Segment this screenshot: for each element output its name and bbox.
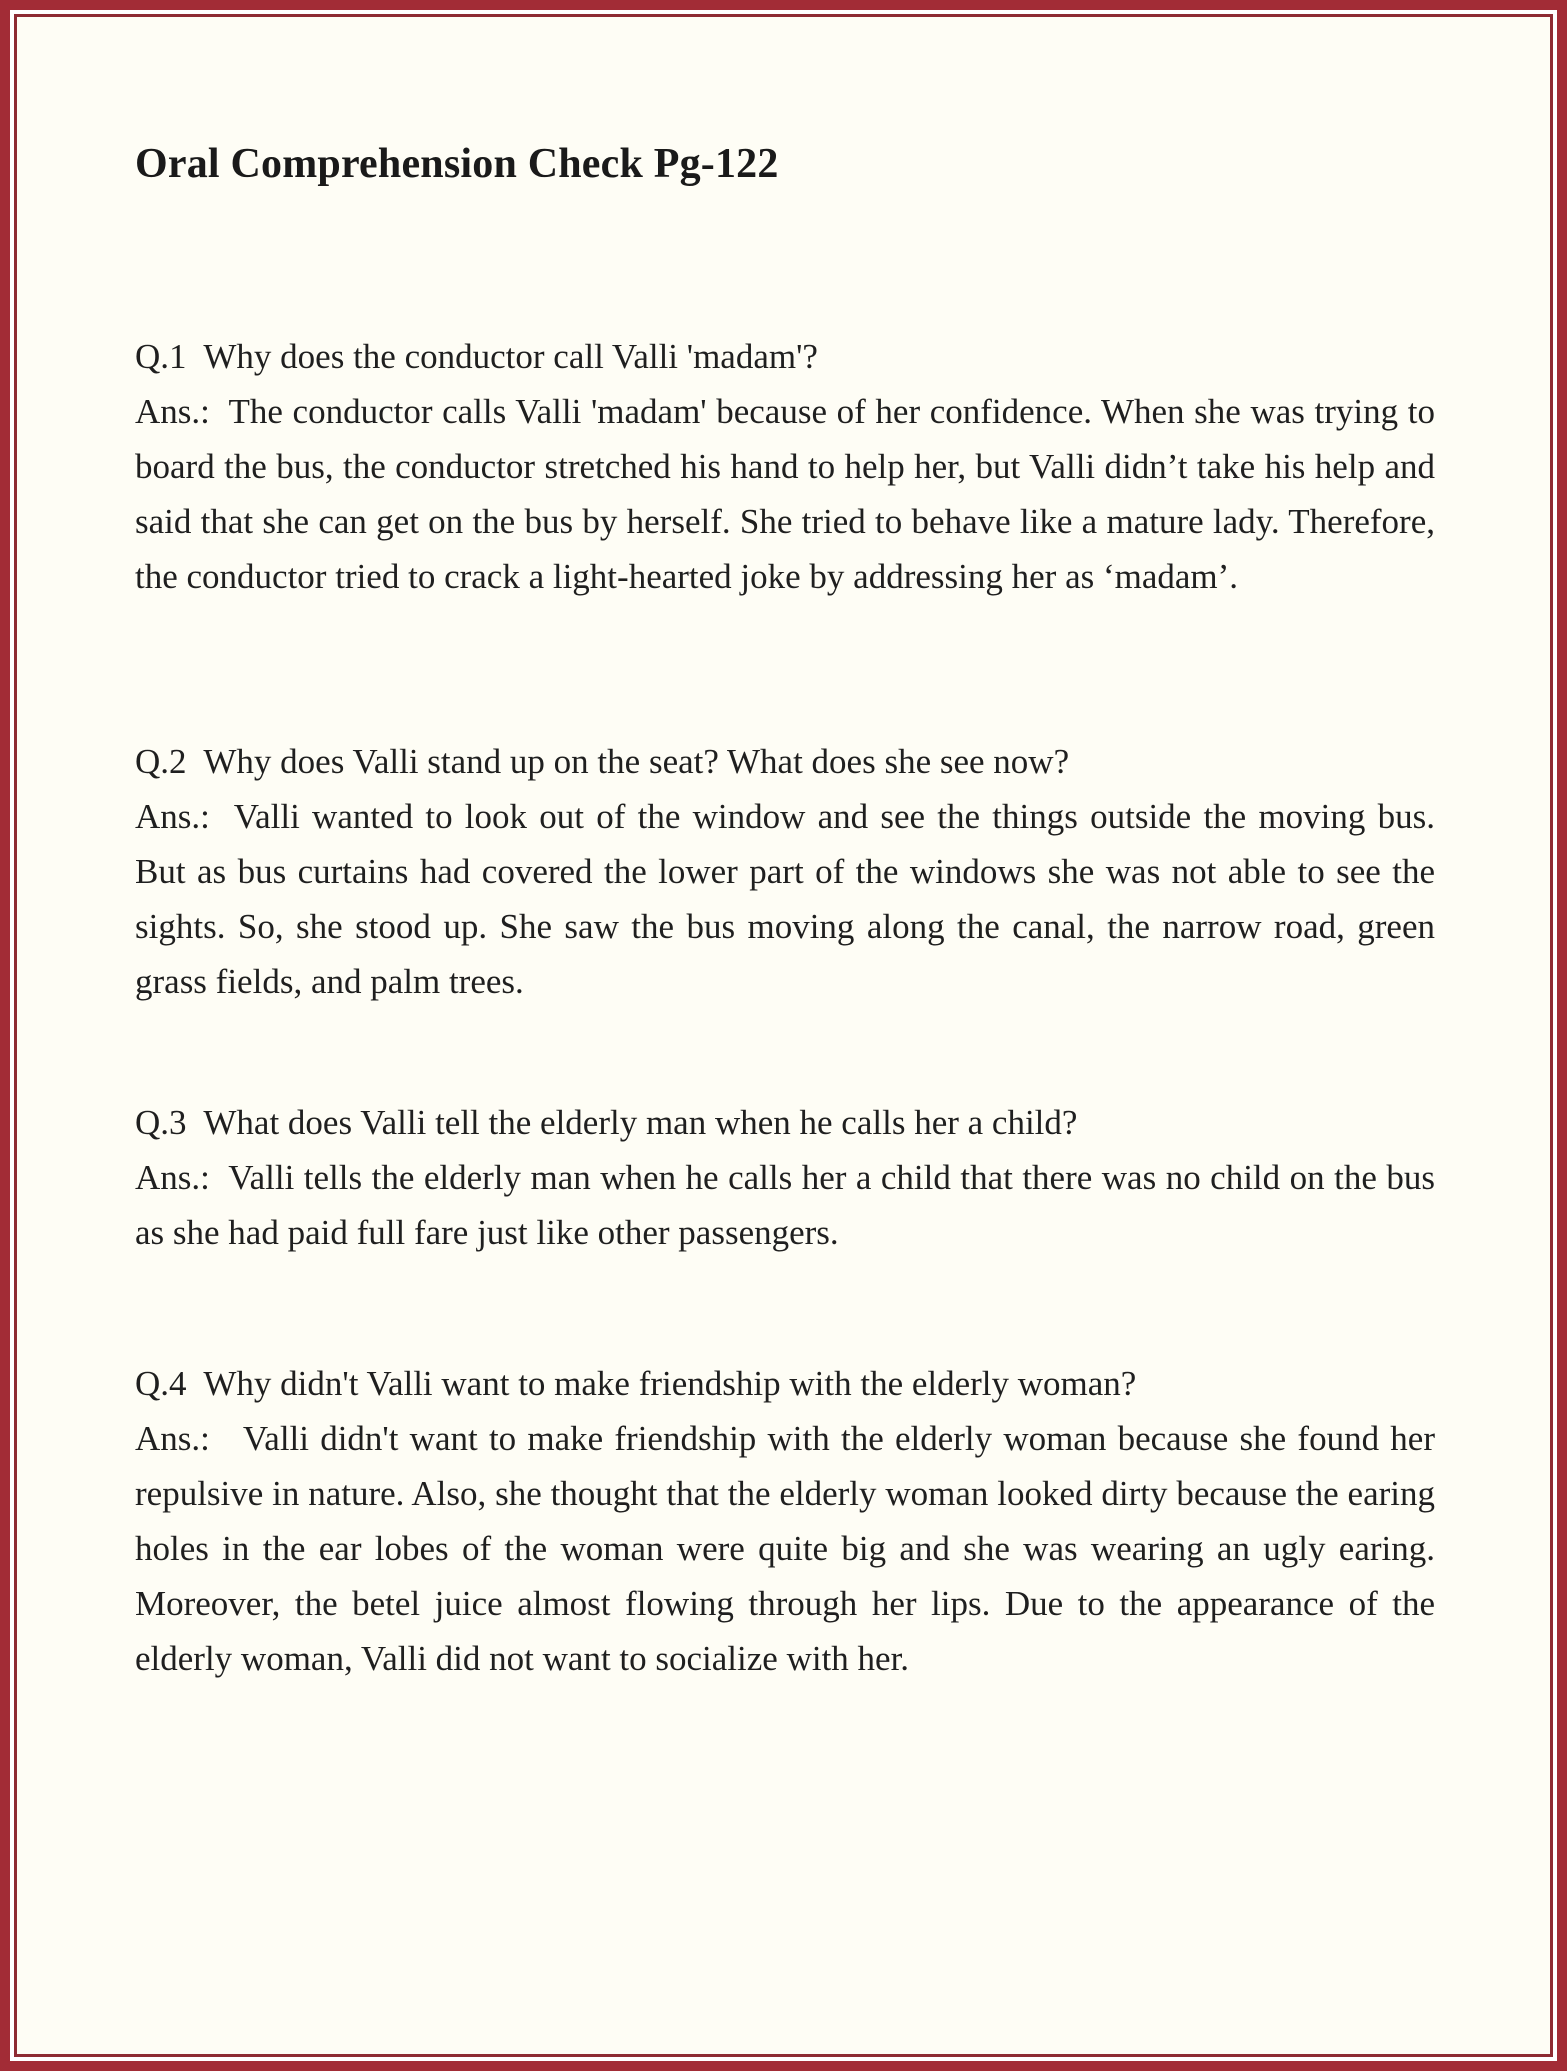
question-3: Q.3 What does Valli tell the elderly man when he calls her a child? (135, 1103, 1078, 1142)
answer-3: Ans.: Valli tells the elderly man when he calls her a child that there was no child on the bus as she had paid full fare just like other passengers. (135, 1158, 1444, 1252)
answer-2: Ans.: Valli wanted to look out of the window and see the things outside the moving bus. But as bus curtains had covered the lower part of the windows she was not able to see the sights. So, she stood up. She saw the bus moving along the canal, the narrow road, green grass fields, and palm trees. (135, 797, 1444, 1001)
question-2: Q.2 Why does Valli stand up on the seat? What does she see now? (135, 742, 1070, 781)
question-4: Q.4 Why didn't Valli want to make friendship with the elderly woman? (135, 1364, 1137, 1403)
page-content (14, 14, 1553, 2057)
qa-block-4 (135, 1356, 1444, 1686)
answer-1: Ans.: The conductor calls Valli 'madam' because of her confidence. When she was trying to board the bus, the conductor stretched his hand to help her, but Valli didn’t take his help and said that she can get on the bus by herself. She tried to behave like a mature lady. Therefore, the conductor tried to crack a light-hearted joke by addressing her as ‘madam’. (135, 392, 1444, 596)
qa-block-3 (135, 1095, 1444, 1260)
page-title: Oral Comprehension Check Pg-122 (135, 141, 779, 187)
question-1: Q.1 Why does the conductor call Valli 'madam'? (135, 337, 818, 376)
answer-4: Ans.: Valli didn't want to make friendship with the elderly woman because she found her repulsive in nature. Also, she thought that the elderly woman looked dirty because the earing holes in the ear lobes of the woman were quite big and she was wearing an ugly earing. Moreover, the betel juice almost flowing through her lips. Due to the appearance of the elderly woman, Valli did not want to socialize with her. (135, 1419, 1444, 1678)
qa-block-1 (135, 329, 1444, 604)
qa-block-2 (135, 734, 1444, 1009)
page-border-gap (10, 10, 1557, 2061)
